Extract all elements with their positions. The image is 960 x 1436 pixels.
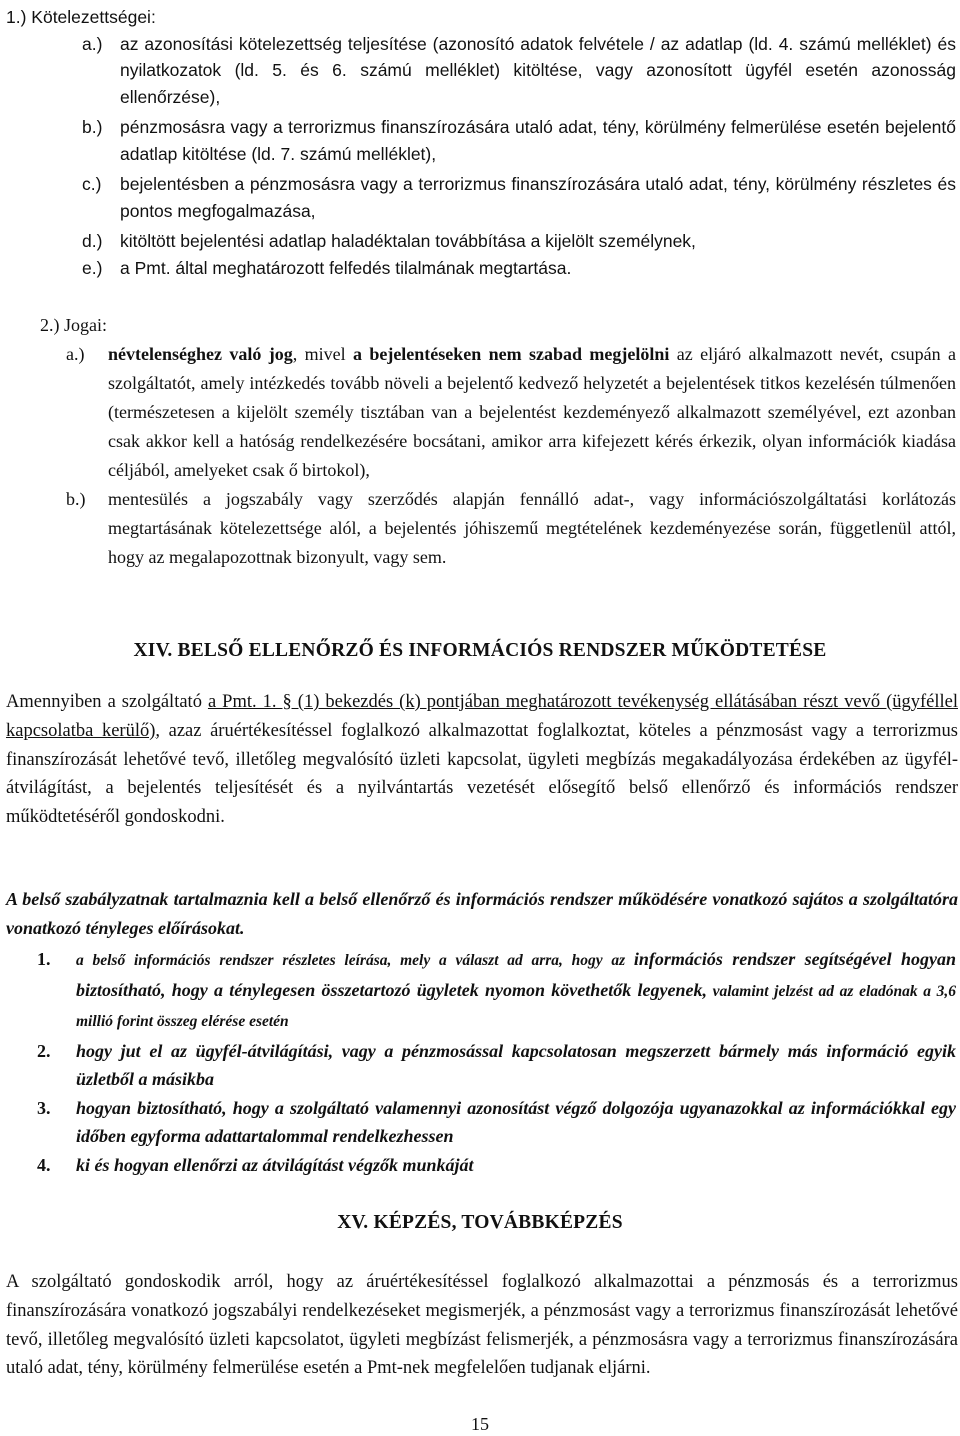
requirement-item-1	[0, 945, 960, 1037]
requirement-number: 2.	[37, 1040, 51, 1061]
requirement-number: 4.	[37, 1154, 51, 1175]
right-text: mentesülés a jogszabály vagy szerződés alapján fennálló adat-, vagy információszolgáltatási korlátozás megtartásának kötelezettsége alól, a bejelentés jóhiszemű megtételének kezdeményezése során, függetlenül attól, hogy az megalapozottnak bizonyult, vagy sem.	[108, 489, 956, 567]
underlined-reference: a Pmt. 1. § (1) bekezdés (k) pontjában meghatározott tevékenység ellátásában részt vevő (ügyféllel kapcsolatba kerülő)	[6, 692, 958, 741]
requirement-text: a belső információs rendszer részletes leírása, mely a választ ad arra, hogy az	[76, 952, 634, 969]
requirement-text: ki és hogyan ellenőrzi az átvilágítást végzők munkáját	[76, 1154, 474, 1175]
right-marker: a.)	[66, 344, 85, 364]
duty-text: bejelentésben a pénzmosásra vagy a terrorizmus finanszírozására utaló adat, tény, körülmény részletes és pontos megfogalmazása,	[120, 174, 956, 221]
right-text	[108, 340, 960, 485]
requirement-text: hogyan biztosítható, hogy a szolgáltató valamennyi azonosítást végző dolgozója ugyanazokkal az információkkal egy időben egyforma adattartalommal rendelkezhessen	[76, 1097, 956, 1146]
requirement-number: 3.	[37, 1097, 51, 1118]
duty-item-d	[0, 228, 960, 255]
duty-marker: d.)	[82, 231, 103, 251]
duty-marker: a.)	[82, 33, 103, 54]
right-plain-text: az eljáró alkalmazott nevét, csupán a szolgáltatót, amely intézkedés tovább növeli a bejelentő kedvező helyzetét a bejelentések titkos kezelésén túlmenően (természetesen a kijelölt személy tisztában van a bejelentést kezdeményező alkalmazott személyével, ezt azonban csak akkor kell a hatóság rendelkezésére bocsátani, amikor arra kifejezett kérés érkezik, olyan információk kiadása céljából, amelyeket csak ő birtokol),	[108, 344, 956, 480]
right-item-a	[0, 340, 960, 485]
right-bold-phrase: névtelenséghez való jog	[108, 344, 293, 364]
duty-text: a Pmt. által meghatározott felfedés tilalmának megtartása.	[120, 257, 572, 278]
duties-section	[0, 4, 960, 281]
duty-text: kitöltött bejelentési adatlap haladéktalan továbbítása a kijelölt személynek,	[120, 231, 696, 251]
duty-marker: e.)	[82, 257, 103, 278]
duty-marker: b.)	[82, 117, 103, 137]
right-plain-text: , mivel	[292, 344, 353, 364]
section-xiv-paragraph	[6, 688, 958, 832]
right-marker: b.)	[66, 489, 86, 509]
requirement-text: hogy jut el az ügyfél-átvilágítási, vagy a pénzmosással kapcsolatosan megszerzett bármely más információ egyik üzletből a másikba	[76, 1040, 956, 1089]
duty-text: az azonosítási kötelezettség teljesítése (azonosító adatok felvétele / az adatlap (ld. 4. számú melléklet) és nyilatkozatok (ld. 5. és 6. számú melléklet) kitöltése, vagy azonosított ügyfél esetén azonosság ellenőrzése),	[120, 33, 956, 107]
duty-marker: c.)	[82, 174, 102, 194]
duty-item-c	[0, 171, 960, 224]
section-xv-paragraph: A szolgáltató gondoskodik arról, hogy az áruértékesítéssel foglalkozó alkalmazottai a pénzmosás és a terrorizmus finanszírozására vonatkozó jogszabályi rendelkezéseket megismerjék, a pénzmosást vagy a terrorizmus finanszírozását lehetővé tevő, illetőleg megvalósító üzleti kapcsolatot, ügyleti megbízást felismerjék, a pénzmosásra vagy a terrorizmus finanszírozására utaló adat, tény, körülmény felmerülése esetén a Pmt-nek megfelelően tudjanak eljárni.	[6, 1272, 958, 1379]
right-item-b	[0, 485, 960, 572]
requirement-text: valamint jelzést ad az eladónak a 3,6 millió forint összeg elérése esetén	[76, 982, 956, 1030]
section-xv-heading: XV. KÉPZÉS, TOVÁBBKÉPZÉS	[337, 1212, 623, 1233]
right-bold-phrase: a bejelentéseken nem szabad megjelölni	[352, 344, 670, 364]
duty-item-b	[0, 114, 960, 167]
requirement-text: információs rendszer segítségével hogyan biztosítható, hogy a ténylegesen összetartozó ügyletek nyomon követhetők legyenek,	[76, 949, 956, 1000]
rights-section	[0, 311, 960, 572]
page-number: 15	[471, 1414, 489, 1434]
duty-text: pénzmosásra vagy a terrorizmus finanszírozására utaló adat, tény, körülmény felmerülése esetén bejelentő adatlap kitöltése (ld. 7. számú melléklet),	[120, 117, 956, 164]
requirement-item-2	[0, 1037, 960, 1094]
paragraph-text: , azaz áruértékesítéssel foglalkozó alkalmazottat foglalkoztat, köteles a pénzmosást vagy a terrorizmus finanszírozását lehetővé tevő, illetőleg megvalósító üzleti kapcsolat, ügyleti megbízás megakadályozása érdekében az ügyfél-átvilágítást, a bejelentés teljesítését és a nyilvántartás vezetését elősegítő belső ellenőrző és információs rendszer működtetéséről gondoskodni.	[6, 720, 959, 828]
duties-heading: 1.) Kötelezettségei:	[6, 7, 156, 27]
section-xiv-heading: XIV. BELSŐ ELLENŐRZŐ ÉS INFORMÁCIÓS RENDSZER MŰKÖDTETÉSE	[133, 640, 827, 661]
section-xiv-requirement: A belső szabályzatnak tartalmaznia kell a belső ellenőrző és információs rendszer működésére vonatkozó sajátos a szolgáltatóra vonatkozó tényleges előírásokat.	[6, 889, 958, 938]
requirement-number: 1.	[37, 949, 51, 969]
rights-heading: 2.) Jogai:	[40, 315, 107, 335]
requirement-item-3	[0, 1094, 960, 1151]
requirement-item-4	[0, 1151, 960, 1180]
paragraph-text: Amennyiben a szolgáltató	[6, 692, 208, 712]
duty-item-e	[0, 255, 960, 282]
requirements-list	[0, 945, 960, 1179]
duty-item-a	[0, 31, 960, 111]
